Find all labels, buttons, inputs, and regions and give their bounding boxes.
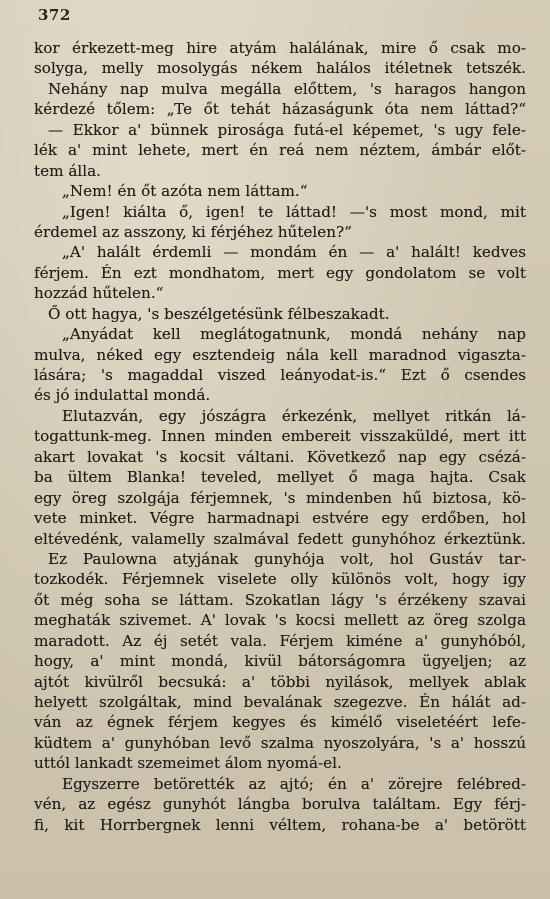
- text-line: Egyszerre betörették az ajtó; én a' zörejre felébred-: [62, 774, 526, 793]
- text-line: mulva, néked egy esztendeig nála kell maradnod vigaszta-: [34, 345, 526, 364]
- text-line: akart lovakat 's kocsit váltani. Következő nap egy csézá-: [34, 447, 526, 466]
- text-line: lék a' mint lehete, mert én reá nem néztem, ámbár előt-: [34, 141, 526, 160]
- text-line: vén, az egész gunyhót lángba borulva találtam. Egy férj-: [34, 795, 526, 814]
- text-line: kérdezé tőlem: „Te őt tehát házaságunk óta nem láttad?“: [34, 100, 526, 119]
- text-line: egy öreg szolgája férjemnek, 's mindenben hű biztosa, kö-: [34, 488, 526, 507]
- text-line: tozkodék. Férjemnek viselete olly különös volt, hogy igy: [34, 570, 526, 589]
- text-line: „A' halált érdemli — mondám én — a' halált! kedves: [62, 243, 526, 262]
- text-line: vete minket. Végre harmadnapi estvére egy erdőben, hol: [34, 509, 526, 528]
- text-line: meghaták szivemet. A' lovak 's kocsi mellett az öreg szolga: [34, 611, 526, 630]
- text-line: hozzád hűtelen.“: [34, 284, 164, 303]
- text-line: férjem. Én ezt mondhatom, mert egy gondolatom se volt: [34, 263, 526, 282]
- text-line: Ez Paulowna atyjának gunyhója volt, hol Gustáv tar-: [48, 549, 526, 568]
- text-line: ván az égnek férjem kegyes és kimélő viseletéért lefe-: [34, 713, 526, 732]
- text-line: kor érkezett-meg hire atyám halálának, mire ő csak mo-: [34, 39, 526, 57]
- text-line: érdemel az asszony, ki férjéhez hűtelen?“: [34, 222, 352, 241]
- text-line: Elutazván, egy jószágra érkezénk, mellyet ritkán lá-: [62, 406, 526, 425]
- text-line: őt még soha se láttam. Szokatlan lágy 's érzékeny szavai: [34, 590, 526, 609]
- text-line: — Ekkor a' bünnek pirosága futá-el képemet, 's ugy fele-: [48, 120, 526, 139]
- text-line: tem álla.: [34, 161, 101, 180]
- text-line: Ő ott hagya, 's beszélgetésünk félbeszakadt.: [48, 304, 390, 323]
- text-line: helyett szolgáltak, mind bevalának szegezve. Én hálát ad-: [34, 693, 526, 711]
- text-line: hogy, a' mint mondá, kivül bátorságomra ügyeljen; az: [34, 652, 526, 671]
- text-line: „Nem! én őt azóta nem láttam.“: [62, 182, 308, 201]
- text-line: küdtem a' gunyhóban levő szalma nyoszolyára, 's a' hosszú: [34, 733, 526, 752]
- page-number: 372: [38, 6, 71, 24]
- body-text: [34, 38, 526, 835]
- text-line: ba ültem Blanka! teveled, mellyet ő maga hajta. Csak: [34, 468, 526, 487]
- text-line: uttól lankadt szemeimet álom nyomá-el.: [34, 754, 342, 773]
- text-line: eltévedénk, valamelly szalmával fedett gunyhóhoz érkeztünk.: [34, 529, 526, 548]
- text-line: „Anyádat kell meglátogatnunk, mondá nehány nap: [62, 325, 526, 344]
- text-line: solyga, melly mosolygás nékem halálos itéletnek tetszék.: [34, 59, 526, 78]
- text-line: togattunk-meg. Innen minden embereit visszaküldé, mert itt: [34, 427, 526, 446]
- text-line: maradott. Az éj setét vala. Férjem kiméne a' gunyhóból,: [34, 631, 526, 650]
- text-line: fi, kit Horrbergnek lenni véltem, rohana-be a' betörött: [34, 815, 526, 834]
- text-line: ajtót kivülről becsuká: a' többi nyilások, mellyek ablak: [34, 672, 526, 691]
- text-line: és jó indulattal mondá.: [34, 386, 211, 405]
- text-line: lására; 's magaddal viszed leányodat-is.“ Ezt ő csendes: [34, 366, 526, 384]
- text-line: Nehány nap mulva megálla előttem, 's haragos hangon: [48, 79, 526, 98]
- text-line: „Igen! kiálta ő, igen! te láttad! —'s most mond, mit: [62, 202, 526, 221]
